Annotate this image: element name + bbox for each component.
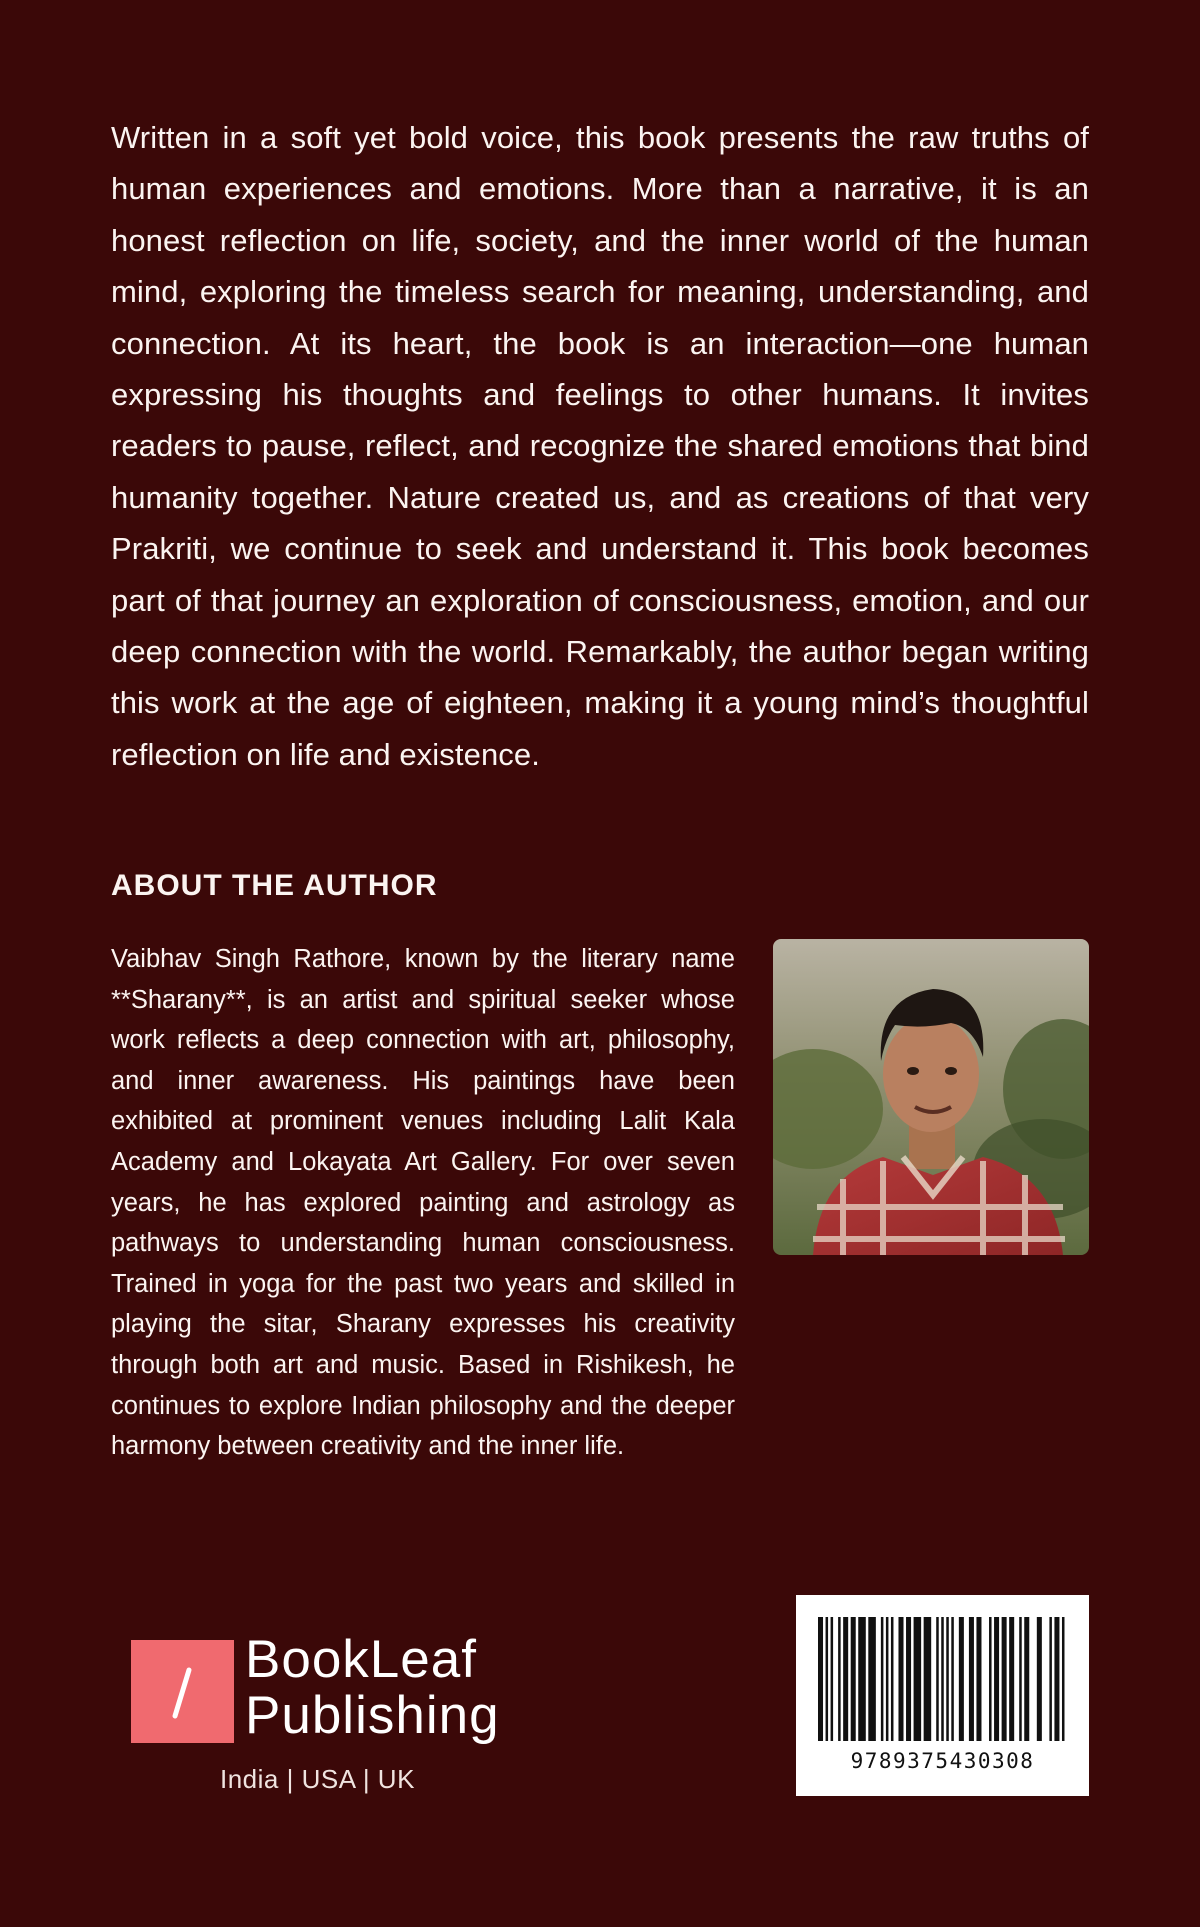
barcode-bar	[881, 1617, 884, 1741]
barcode-bar	[924, 1617, 932, 1741]
barcode-bar	[826, 1617, 829, 1741]
barcode-bar	[951, 1617, 954, 1741]
barcode-bar	[858, 1617, 866, 1741]
barcode-bars	[818, 1617, 1067, 1741]
barcode-bar	[851, 1617, 856, 1741]
book-blurb: Written in a soft yet bold voice, this book presents the raw truths of human experiences and emotions. More than a narrative, it is an honest reflection on life, society, and the inner world of the human mind, exploring the timeless search for meaning, understanding, and connection. At its heart, the book is an interaction—one human expressing his thoughts and feelings to other humans. It invites readers to pause, reflect, and recognize the shared emotions that bind humanity together. Nature created us, and as creations of that very Prakriti, we continue to seek and understand it. This book becomes part of that journey an exploration of consciousness, emotion, and our deep connection with the world. Remarkably, the author began writing this work at the age of eighteen, making it a young mind’s thoughtful reflection on life and existence.	[111, 120, 1089, 772]
author-bio: Vaibhav Singh Rathore, known by the literary name **Sharany**, is an artist and spiritual seeker whose work reflects a deep connection with art, philosophy, and inner awareness. His paintings have been exhibited at prominent venues including Lalit Kala Academy and Lokayata Art Gallery. For over seven years, he has explored painting and astrology as pathways to understanding human consciousness. Trained in yoga for the past two years and skilled in playing the sitar, Sharany expresses his creativity through both art and music. Based in Rishikesh, he continues to explore Indian philosophy and the deeper harmony between creativity and the inner life.	[111, 945, 735, 1461]
barcode-bar	[1009, 1617, 1014, 1741]
barcode-bar	[818, 1617, 823, 1741]
barcode-bar	[891, 1617, 894, 1741]
isbn-number: 9789375430308	[850, 1749, 1035, 1773]
barcode-bar	[936, 1617, 939, 1741]
barcode-bar	[959, 1617, 964, 1741]
barcode-bar	[1024, 1617, 1029, 1741]
barcode-bar	[1002, 1617, 1007, 1741]
barcode-bar	[843, 1617, 848, 1741]
barcode-bar	[1054, 1617, 1059, 1741]
barcode-bar	[831, 1617, 834, 1741]
barcode-bar	[941, 1617, 944, 1741]
isbn-barcode	[796, 1595, 1089, 1796]
barcode-bar	[914, 1617, 922, 1741]
about-author-heading: ABOUT THE AUTHOR	[111, 869, 438, 902]
barcode-bar	[976, 1617, 981, 1741]
barcode-bar	[1049, 1617, 1052, 1741]
barcode-bar	[906, 1617, 911, 1741]
publisher-regions: India | USA | UK	[220, 1764, 415, 1794]
barcode-bar	[989, 1617, 992, 1741]
author-photo	[773, 939, 1089, 1255]
barcode-bar	[1037, 1617, 1042, 1741]
publisher-name-line2: Publishing	[245, 1686, 500, 1745]
publisher-name	[245, 1632, 500, 1744]
publisher-logo	[131, 1630, 511, 1794]
barcode-bar	[994, 1617, 999, 1741]
barcode-bar	[868, 1617, 876, 1741]
barcode-bar	[898, 1617, 903, 1741]
publisher-name-line1: BookLeaf	[245, 1630, 477, 1689]
barcode-bar	[1062, 1617, 1065, 1741]
barcode-bar	[886, 1617, 889, 1741]
logo-slash-mark	[131, 1640, 234, 1743]
barcode-bar	[838, 1617, 841, 1741]
barcode-bar	[969, 1617, 974, 1741]
barcode-bar	[946, 1617, 949, 1741]
barcode-bar	[1019, 1617, 1022, 1741]
